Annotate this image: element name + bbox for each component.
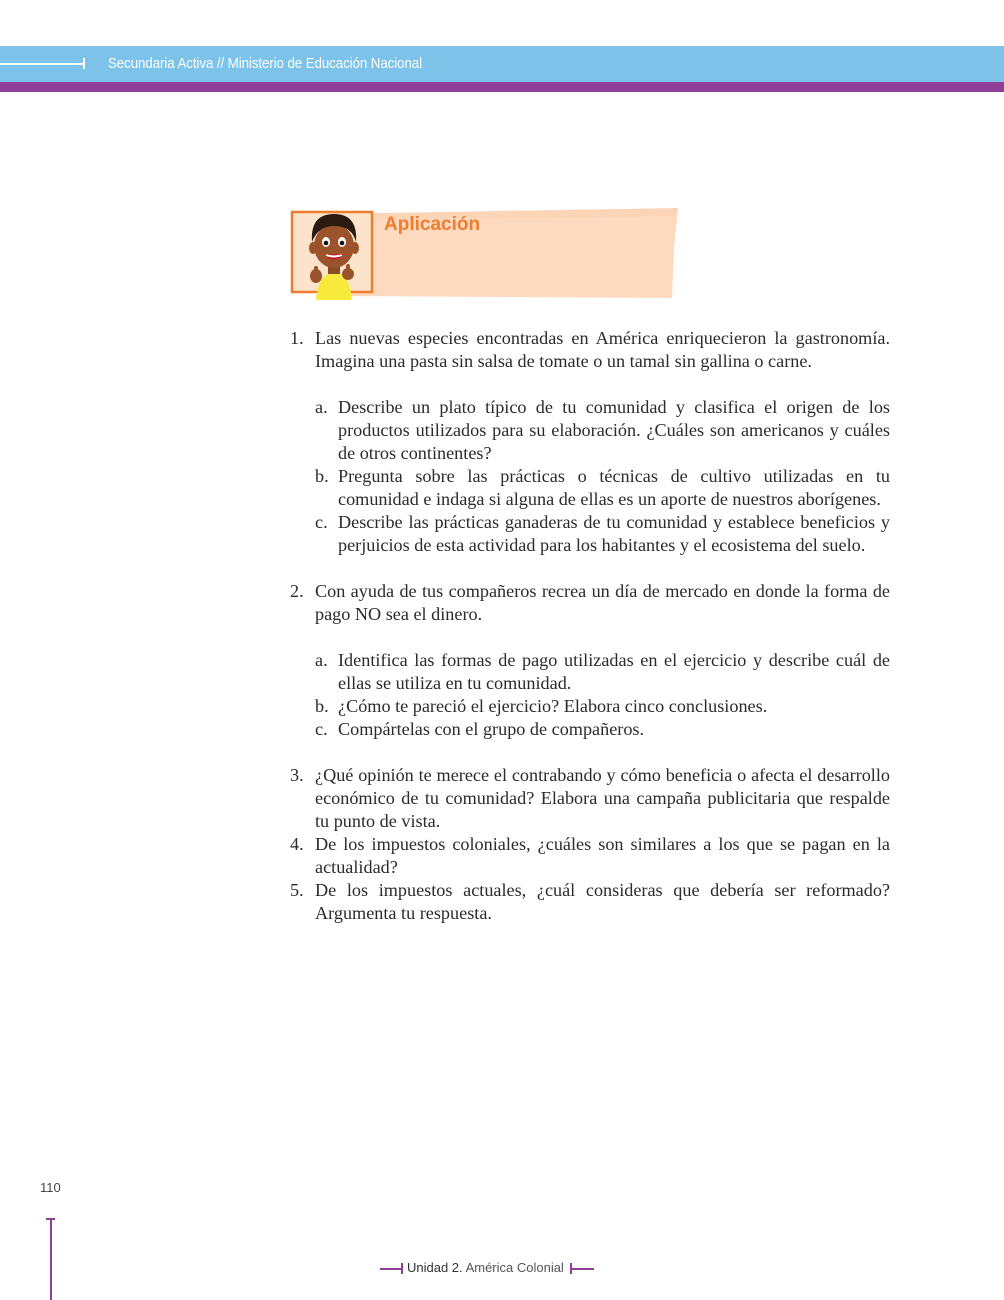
header-stripe <box>0 82 1004 92</box>
sub-item-letter: c. <box>315 512 328 532</box>
item-text: De los impuestos coloniales, ¿cuáles son similares a los que se pagan en la actualidad? <box>315 834 890 877</box>
footer <box>380 1258 596 1278</box>
header-rule-tick <box>83 58 85 69</box>
header-title: Secundaria Activa // Ministerio de Educación Nacional <box>108 56 422 72</box>
header-rule <box>0 63 84 65</box>
item-text: Las nuevas especies encontradas en América enriquecieron la gastronomía. Imagina una pasta sin salsa de tomate o un tamal sin gallina o carne. <box>315 328 890 371</box>
list-item <box>290 764 890 833</box>
item-number: 2. <box>290 581 304 601</box>
aplicacion-banner <box>290 208 680 298</box>
item-text: ¿Qué opinión te merece el contrabando y cómo beneficia o afecta el desarrollo económico de tu comunidad? Elabora una campaña publicitaria que respalde tu punto de vista. <box>315 765 890 831</box>
item-number: 5. <box>290 880 304 900</box>
banner-title: Aplicación <box>384 214 481 235</box>
sub-item <box>290 465 890 511</box>
item-text: De los impuestos actuales, ¿cuál consideras que debería ser reformado? Argumenta tu respuesta. <box>315 880 890 923</box>
sub-item-letter: b. <box>315 696 329 716</box>
footer-rule-left <box>380 1268 402 1270</box>
list-item <box>290 879 890 925</box>
list-item <box>290 833 890 879</box>
sub-item-letter: a. <box>315 650 328 670</box>
margin-rule <box>50 1218 52 1300</box>
sub-item-letter: c. <box>315 719 328 739</box>
sub-item-letter: b. <box>315 466 329 486</box>
activity-list <box>290 327 890 925</box>
sub-item-text: Identifica las formas de pago utilizadas en el ejercicio y describe cuál de ellas se utiliza en tu comunidad. <box>338 650 890 693</box>
sub-item-text: Describe un plato típico de tu comunidad y clasifica el origen de los productos utilizados para su elaboración. ¿Cuáles son americanos y cuáles de otros continentes? <box>338 397 890 463</box>
item-number: 3. <box>290 765 304 785</box>
list-item <box>290 580 890 626</box>
list-item <box>290 327 890 373</box>
sub-item-text: Describe las prácticas ganaderas de tu comunidad y establece beneficios y perjuicios de esta actividad para los habitantes y el ecosistema del suelo. <box>338 512 890 555</box>
sub-item <box>290 695 890 718</box>
item-number: 4. <box>290 834 304 854</box>
item-text: Con ayuda de tus compañeros recrea un día de mercado en donde la forma de pago NO sea el dinero. <box>315 581 890 624</box>
footer-rule-right <box>570 1268 594 1270</box>
item-number: 1. <box>290 328 304 348</box>
sub-item-text: Pregunta sobre las prácticas o técnicas de cultivo utilizadas en tu comunidad e indaga si alguna de ellas es un aporte de nuestros aborígenes. <box>338 466 890 509</box>
sub-item-letter: a. <box>315 397 328 417</box>
footer-tick-left <box>401 1263 403 1274</box>
page-number: 110 <box>40 1180 61 1195</box>
footer-title: América Colonial <box>465 1260 564 1275</box>
sub-item <box>290 396 890 465</box>
sub-item-text: Compártelas con el grupo de compañeros. <box>338 719 645 739</box>
sub-item <box>290 649 890 695</box>
sub-item <box>290 718 890 741</box>
footer-text <box>407 1260 564 1275</box>
student-thumbs-up-icon <box>290 208 376 300</box>
footer-unit: Unidad 2. <box>407 1260 463 1275</box>
sub-item <box>290 511 890 557</box>
sub-item-text: ¿Cómo te pareció el ejercicio? Elabora cinco conclusiones. <box>338 696 768 716</box>
